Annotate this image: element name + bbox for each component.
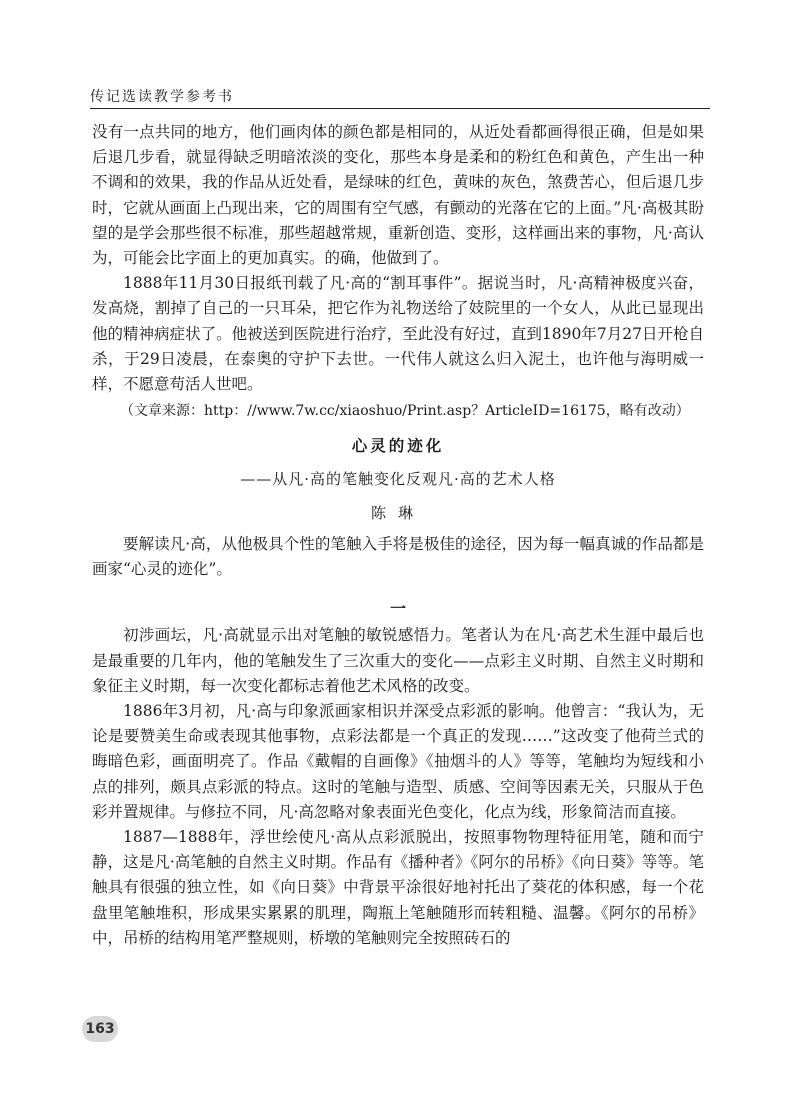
paragraph-ear-incident: 1888年11月30日报纸刊载了凡·高的“割耳事件”。据说当时，凡·高精神极度兴奋，发高烧，割掉了自己的一只耳朵，把它作为礼物送给了妓院里的一个女人，从此已显现出他的精神病症状了。他被送到医院进行治疗，至此没有好过，直到1890年7月27日开枪自杀，于29日凌晨，在泰奥的守护下去世。一代伟人就这么归入泥土，也许他与海明威一样，不愿意苟活人世吧。 — [92, 274, 704, 394]
page-number-badge: 163 — [82, 1016, 118, 1042]
paragraph-intro: 要解读凡·高，从他极具个性的笔触入手将是极佳的途径，因为每一幅真诚的作品都是画家“心灵的迹化”。 — [92, 534, 704, 579]
header-divider — [90, 108, 710, 109]
running-header — [90, 86, 710, 112]
paragraph-naturalism-period: 1887—1888年，浮世绘使凡·高从点彩派脱出，按照事物物理特征用笔，随和而宁静，这是凡·高笔触的自然主义时期。作品有《播种者》《阿尔的吊桥》《向日葵》等等。笔触具有很强的独立性，如《向日葵》中背景平涂很好地衬托出了葵花的体积感，每一个花盘里笔触堆积，形成果实累累的肌理，陶瓶上笔触随形而转粗糙、温馨。《阿尔的吊桥》中，吊桥的结构用笔严整规则，桥墩的笔触则完全按照砖石的 — [92, 828, 704, 947]
paragraph-continuation: 没有一点共同的地方，他们画肉体的颜色都是相同的，从近处看都画得很正确，但是如果后退几步看，就显得缺乏明暗浓淡的变化，那些本身是柔和的粉红色和黄色，产生出一种不调和的效果，我的作品从近处看，是绿味的红色，黄味的灰色，煞费苦心，但后退几步时，它就从画面上凸现出来，它的周围有空气感，有颤动的光落在它的上面。”凡·高极其盼望的是学会那些很不标准，那些超越常规，重新创造、变形，这样画出来的事物，凡·高认为，可能会比字面上的更加真实。的确，他做到了。 — [92, 123, 704, 268]
article-subtitle: ——从凡·高的笔触变化反观凡·高的艺术人格 — [240, 470, 556, 489]
paragraph-brushwork-overview: 初涉画坛，凡·高就显示出对笔触的敏锐感悟力。笔者认为在凡·高艺术生涯中最后也是最重要的几年内，他的笔触发生了三次重大的变化——点彩主义时期、自然主义时期和象征主义时期，每一次变化都标志着他艺术风格的改变。 — [92, 626, 704, 695]
source-note: （文章来源：http：//www.7w.cc/xiaoshuo/Print.asp？ArticleID=16175，略有改动） — [120, 403, 690, 420]
paragraph-pointillism-period: 1886年3月初，凡·高与印象派画家相识并深受点彩派的影响。他曾言：“我认为，无论是要赞美生命或表现其他事物，点彩法都是一个真正的发现……”这改变了他荷兰式的晦暗色彩，画面明亮了。作品《戴帽的自画像》《抽烟斗的人》等等，笔触均为短线和小点的排列，颇具点彩派的特点。这时的笔触与造型、质感、空间等因素无关，只服从于色彩并置规律。与修拉不同，凡·高忽略对象表面光色变化，化点为线，形象简洁而直接。 — [92, 702, 704, 821]
section-heading-one: 一 — [389, 599, 406, 619]
article-author: 陈琳 — [370, 503, 425, 522]
running-header-title: 传记选读教学参考书 — [90, 89, 234, 105]
article-title: 心灵的迹化 — [351, 437, 445, 456]
page-body — [92, 120, 704, 951]
